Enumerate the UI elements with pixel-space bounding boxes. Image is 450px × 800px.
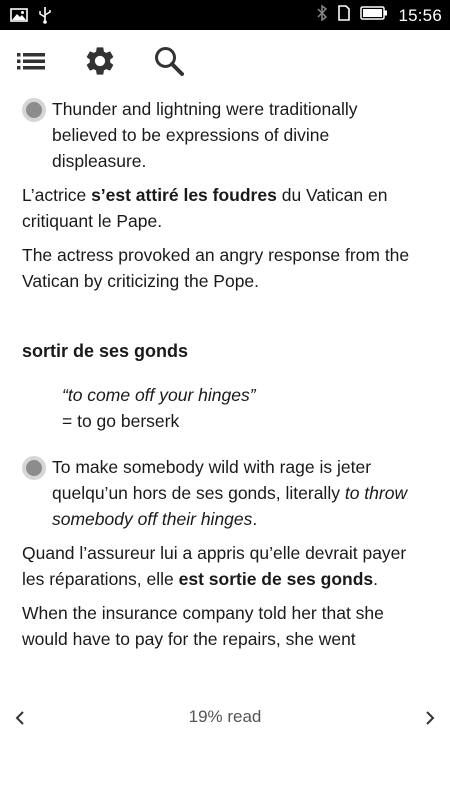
entry-heading: sortir de ses gonds xyxy=(22,341,189,361)
meaning: = to go berserk xyxy=(62,411,180,431)
example-english: When the insurance company told her that she would have to pay for the repairs, she went xyxy=(22,603,384,649)
example-french: Quand l’assureur lui a appris qu’elle devrait payer les réparations, elle est sortie de ses gonds. xyxy=(22,543,407,589)
example-french: L’actrice s’est attiré les foudres du Vatican en critiquant le Pape. xyxy=(22,185,388,231)
audio-icon[interactable] xyxy=(22,456,46,480)
usb-icon xyxy=(38,6,52,29)
note-text: Thunder and lightning were traditionally believed to be expressions of divine displeasure. xyxy=(52,99,358,171)
status-time: 15:56 xyxy=(398,5,442,25)
image-icon xyxy=(10,8,28,27)
note-gonds xyxy=(22,454,417,532)
dictionary-content xyxy=(22,96,417,652)
sim-icon xyxy=(338,5,350,26)
note-text: To make somebody wild with rage is jeter quelqu’un hors de ses gonds, literally to throw somebody off their hinges. xyxy=(52,457,408,529)
example-english: The actress provoked an angry response from the Vatican by criticizing the Pope. xyxy=(22,245,410,291)
search-icon[interactable] xyxy=(150,42,188,80)
note-thunder xyxy=(22,96,417,174)
literal-translation: “to come off your hinges” = to go berserk xyxy=(62,382,417,434)
bluetooth-icon xyxy=(316,4,328,27)
toolbar xyxy=(0,30,450,92)
battery-icon xyxy=(360,5,388,26)
status-bar xyxy=(0,0,450,30)
audio-icon[interactable] xyxy=(22,98,46,122)
list-icon[interactable] xyxy=(12,42,50,80)
reader-footer xyxy=(0,700,450,736)
gear-icon[interactable] xyxy=(81,42,119,80)
reading-progress: 19% read xyxy=(188,707,262,726)
chevron-right-icon[interactable] xyxy=(418,705,442,731)
